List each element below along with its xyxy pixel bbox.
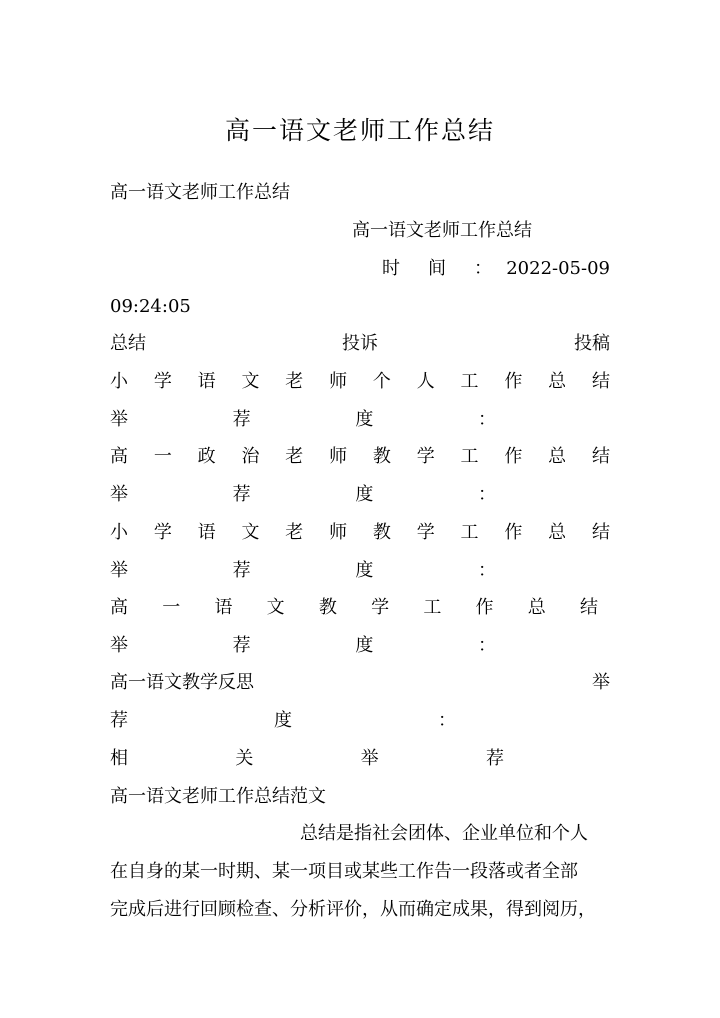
recommend-char: 荐 <box>232 484 251 505</box>
related-title-char: 小 <box>110 371 128 392</box>
date-colon: ： <box>474 258 492 279</box>
related-title-char: 文 <box>241 522 260 543</box>
related-title-char: 政 <box>197 446 216 467</box>
recommend-char: ： <box>477 409 496 430</box>
related-title-char: 一 <box>153 446 172 467</box>
related-title-char: 工 <box>460 522 479 543</box>
related-title-char: 教 <box>372 446 391 467</box>
date-label-char: 间 <box>428 258 446 279</box>
recommend-char: ： <box>477 635 496 656</box>
submit-link[interactable]: 投稿 <box>574 333 610 354</box>
related-title-char: 师 <box>329 522 348 543</box>
related-title-char: 教 <box>372 522 391 543</box>
body-paragraph-line: 完成后进行回顾检查、分析评价，从而确定成果，得到阅历， <box>110 899 596 920</box>
recommend-char: 度 <box>355 560 374 581</box>
heading-char: 荐 <box>485 748 504 769</box>
recommend-label: 举 <box>592 672 610 693</box>
related-title-char: 师 <box>329 371 348 392</box>
related-title-char: 个 <box>372 371 391 392</box>
sample-title: 高一语文老师工作总结范文 <box>110 786 326 807</box>
related-title-char: 文 <box>266 597 285 618</box>
related-item-title[interactable] <box>110 444 610 470</box>
related-item-title[interactable] <box>110 595 598 621</box>
document-title: 高一语文老师工作总结 <box>224 116 495 145</box>
related-title-char: 总 <box>548 522 567 543</box>
recommend-char: ： <box>477 484 496 505</box>
recommend-char: 举 <box>110 635 128 656</box>
related-title-char: 结 <box>591 446 610 467</box>
subtitle-center: 高一语文老师工作总结 <box>352 220 532 241</box>
action-bar <box>110 331 610 357</box>
related-title-char: 语 <box>214 597 233 618</box>
related-item-title[interactable] <box>110 369 610 395</box>
related-title-char: 工 <box>460 446 479 467</box>
related-title-char: 师 <box>329 446 348 467</box>
related-title-char: 作 <box>504 371 523 392</box>
related-title-char: 学 <box>416 522 435 543</box>
related-item-rating <box>110 407 496 433</box>
related-title-char: 总 <box>548 371 567 392</box>
date-label <box>382 256 492 282</box>
related-title-char: 语 <box>197 522 216 543</box>
recommend-char: 荐 <box>232 409 251 430</box>
related-title-char: 学 <box>416 446 435 467</box>
related-recommend-heading <box>110 746 504 772</box>
related-title-char: 文 <box>241 371 260 392</box>
related-item-rating <box>110 633 496 659</box>
related-item-rating <box>110 558 496 584</box>
recommend-char: 度 <box>355 635 374 656</box>
recommend-char: 举 <box>110 484 128 505</box>
heading-char: 举 <box>360 748 379 769</box>
related-title-char: 作 <box>475 597 494 618</box>
related-title-char: 老 <box>285 522 304 543</box>
related-title-char: 老 <box>285 371 304 392</box>
body-paragraph-line: 总结是指社会团体、企业单位和个人 <box>300 823 588 844</box>
subtitle-left: 高一语文老师工作总结 <box>110 182 290 203</box>
related-title-char: 小 <box>110 522 128 543</box>
related-title-char: 总 <box>548 446 567 467</box>
related-link[interactable]: 高一语文教学反思 <box>110 672 254 693</box>
related-title-char: 作 <box>504 522 523 543</box>
complaint-link[interactable]: 投诉 <box>342 333 378 354</box>
related-title-char: 高 <box>110 446 128 467</box>
related-title-char: 老 <box>285 446 304 467</box>
related-item-rating <box>110 482 496 508</box>
related-title-char: 学 <box>153 371 172 392</box>
related-title-char: 教 <box>318 597 337 618</box>
recommend-char: 荐 <box>232 560 251 581</box>
heading-char: 相 <box>110 748 128 769</box>
related-title-char: 工 <box>460 371 479 392</box>
related-item-rating <box>110 708 456 734</box>
recommend-char: 度 <box>355 484 374 505</box>
date-value: 2022-05-09 <box>506 258 610 279</box>
recommend-char: 举 <box>110 560 128 581</box>
date-label-char: 时 <box>382 258 400 279</box>
related-title-char: 总 <box>527 597 546 618</box>
recommend-char: 度 <box>274 710 292 731</box>
date-line <box>110 256 610 282</box>
recommend-char: 度 <box>355 409 374 430</box>
body-paragraph-line: 在自身的某一时期、某一项目或某些工作告一段落或者全部 <box>110 861 578 882</box>
related-item-title[interactable] <box>110 520 610 546</box>
time-value: 09:24:05 <box>110 296 191 317</box>
related-item-title <box>110 670 610 696</box>
related-title-char: 语 <box>197 371 216 392</box>
related-title-char: 结 <box>591 371 610 392</box>
related-title-char: 人 <box>416 371 435 392</box>
related-title-char: 工 <box>423 597 442 618</box>
related-title-char: 学 <box>371 597 390 618</box>
related-title-char: 治 <box>241 446 260 467</box>
recommend-char: 举 <box>110 409 128 430</box>
related-title-char: 一 <box>162 597 181 618</box>
summary-link[interactable]: 总结 <box>110 333 146 354</box>
related-title-char: 作 <box>504 446 523 467</box>
related-title-char: 学 <box>153 522 172 543</box>
related-title-char: 结 <box>591 522 610 543</box>
recommend-char: ： <box>477 560 496 581</box>
recommend-char: 荐 <box>110 710 128 731</box>
related-title-char: 高 <box>110 597 128 618</box>
recommend-char: 荐 <box>232 635 251 656</box>
heading-char: 关 <box>235 748 254 769</box>
related-title-char: 结 <box>579 597 598 618</box>
recommend-char: ： <box>438 710 456 731</box>
